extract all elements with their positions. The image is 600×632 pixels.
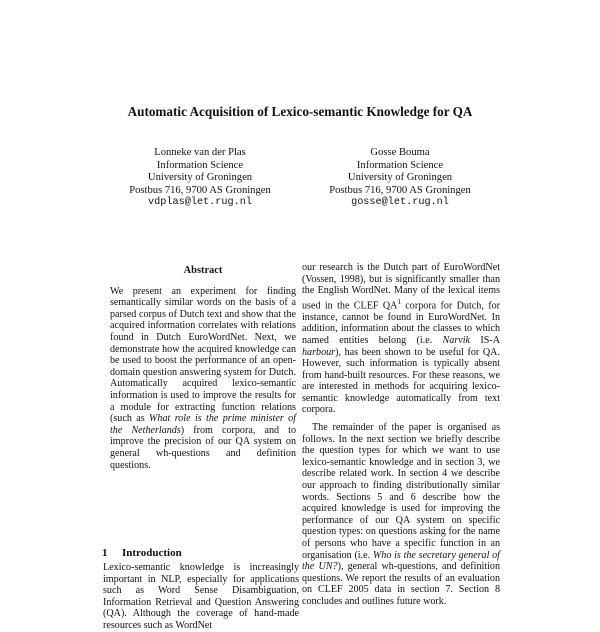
abstract-example: What role is the prime minister of the Netherlands [110,413,296,436]
abstract-heading: Abstract [183,265,223,276]
para-italic: harbour [302,346,336,358]
footnote-mark: 1 [397,297,401,306]
para-text: ), general wh-questions, and definition questions. We report the results of an evaluation on CLEF 2005 data in section 7. Section 8 concludes and outlines future work. [302,561,500,607]
para-text: The remainder of the paper is organised as follows. In the next section we briefly describe the question types for which we want to use lexico-semantic knowledge and in section 3, we describe related work. In section 4 we describe our approach to finding distributionally similar words. Sections 5 and 6 describe how the acquired knowledge is used for improving the performance of our QA system on specific question types: on questions asking for the name of persons who have a specific function in an organisation (i.e. [302,422,500,561]
para-text: IS-A [470,334,500,346]
section-title: Introduction [122,547,182,559]
author-address: Postbus 716, 9700 AS Groningen [329,184,471,196]
abstract-text-end: ) from corpora, and to improve the precision of our QA system on general wh-questions and definition questions. [110,424,296,471]
para-text: our research is the Dutch part of EuroWordNet (Vossen, 1998), but is significantly smaller than the English WordNet. Many of the lexical items used in the CLEF QA [302,262,500,312]
author-university: University of Groningen [347,172,453,184]
paper-title: Automatic Acquisition of Lexico-semantic Knowledge for QA [127,104,473,119]
author-block-2 [300,147,500,210]
author-university: University of Groningen [147,172,253,184]
para-italic: Narvik [442,334,471,346]
abstract-body [110,286,296,472]
paragraph [302,262,500,416]
right-column [302,262,500,608]
author-address: Postbus 716, 9700 AS Groningen [129,184,271,196]
section-heading-introduction [102,547,182,559]
author-affiliation: Information Science [356,159,444,171]
author-block-1 [100,147,300,210]
section-number: 1 [102,547,108,559]
introduction-text: Lexico-semantic knowledge is increasingly important in NLP, especially for applications such as Word Sense Disambiguation, Information Retrieval and Question Answering (QA). Although the coverage of hand-made resources such as WordNet [103,562,299,631]
left-column [104,262,302,471]
author-email: gosse@let.rug.nl [351,197,449,209]
para-text: ), has been shown to be useful for QA. However, such information is typically absent from hand-built resources. For these reasons, we are interested in methods for acquiring lexico-semantic knowledge automatically from text corpora. [302,346,500,416]
author-name: Lonneke van der Plas [154,147,246,158]
paragraph [302,422,500,608]
author-email: vdplas@let.rug.nl [148,197,252,209]
para-text: corpora for Dutch, for instance, cannot be found in EuroWordNet. In addition, information about the classes to which named entities belong (i.e. [302,300,500,346]
author-affiliation: Information Science [156,159,244,171]
para-italic: Who is the secretary general of the UN? [302,549,500,573]
author-name: Gosse Bouma [370,147,430,158]
abstract-text: We present an experiment for finding semantically similar words on the basis of a parsed corpus of Dutch text and show that the acquired information correlates with relations found in Dutch EuroWordNet. Next, we demonstrate how the acquired knowledge can be used to boost the performance of an open-domain question answering system for Dutch. Automatically acquired lexico-semantic information is used to improve the results for a module for extracting function relations (such as [110,285,296,425]
